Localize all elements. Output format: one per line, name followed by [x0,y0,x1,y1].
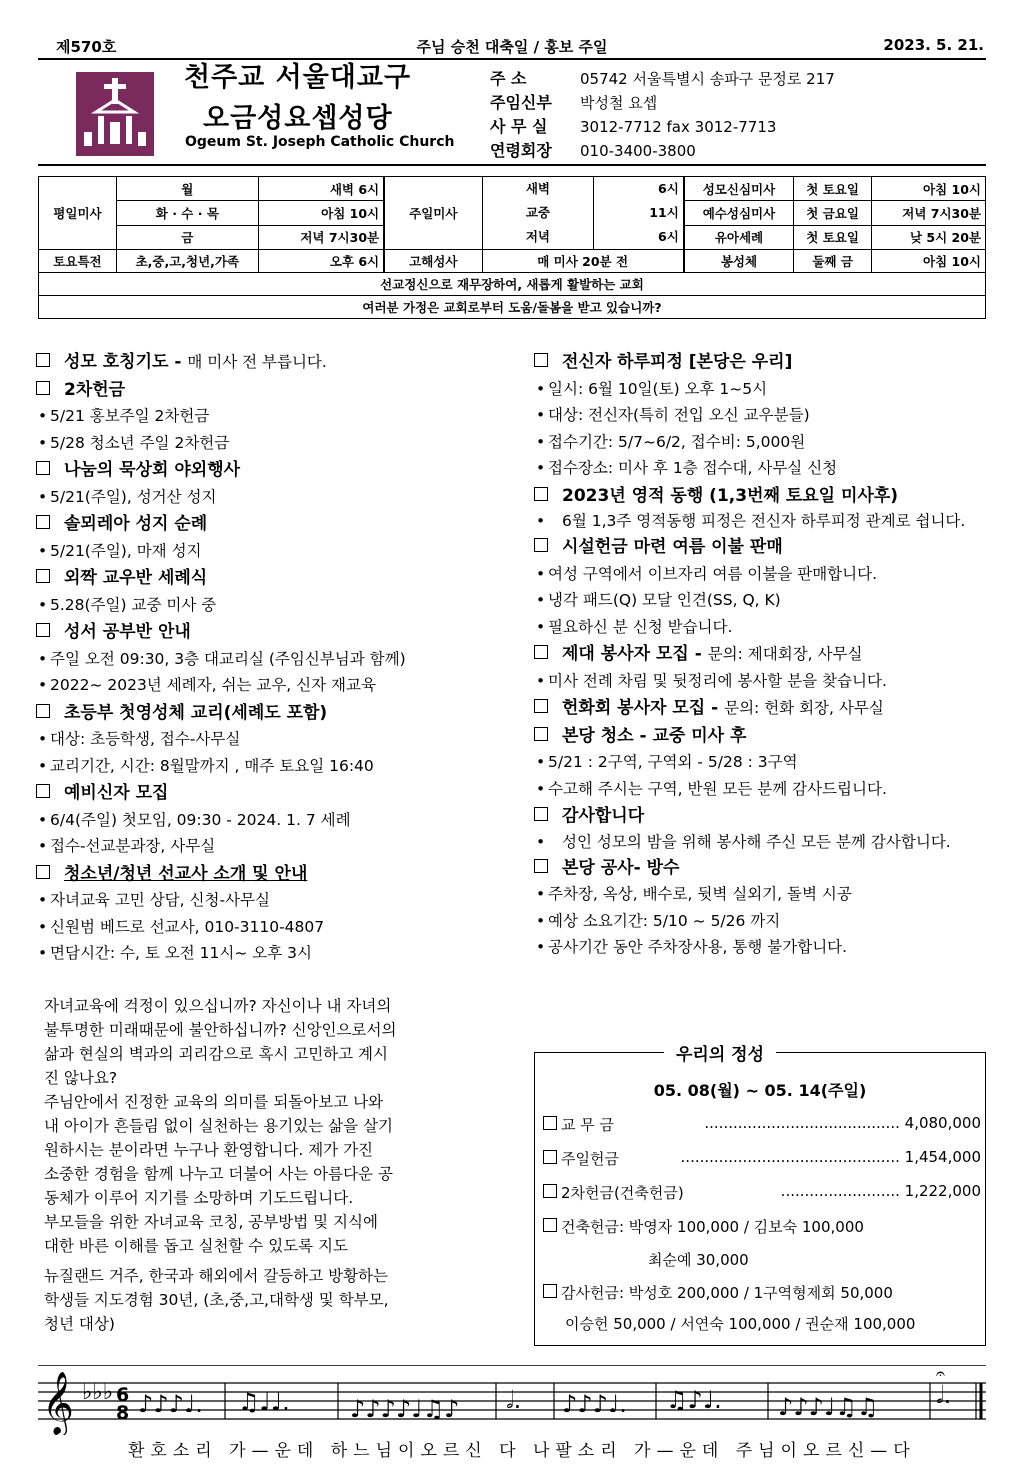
svg-text:6: 6 [116,1384,130,1406]
section-altar-servers: 제대 봉사자 모집 - 문의: 제대회장, 사무실 [534,641,990,668]
hymn-lyrics: 환호소리 가—운데 하느님이오르신 다 나팔소리 가—운데 주님이오르신—다 [128,1441,916,1461]
pastor-row: 주임신부 박성철 요셉 [490,93,658,112]
section-baptism: 외짝 교우반 세례식 [36,565,506,592]
motto-2: 여러분 가정은 교회로부터 도움/돌봄을 받고 있습니까? [39,296,986,319]
church-name-line2: 오금성요셉성당 [203,103,393,134]
svg-text:♪♪♪♩.: ♪♪♪♩. [138,1390,203,1418]
section-retreat: 전신자 하루피정 [본당은 우리] [534,349,990,376]
svg-text:𝅗𝅥.: 𝅗𝅥. [936,1381,952,1409]
thanks-offering: 감사헌금: 박성호 200,000 / 1구역형제회 50,000 [543,1282,981,1304]
section-2nd-collection: 2차헌금 [36,377,506,404]
section-flowers: 헌화회 봉사자 모집 - 문의: 헌화 회장, 사무실 [534,695,990,722]
top-bar [38,36,986,60]
funeral-row: 연령회장 010-3400-3800 [490,141,696,160]
thanks-offering-2: 이승헌 50,000 / 서연숙 100,000 / 권순재 100,000 [565,1315,916,1333]
section-rosary: 성모 호칭기도 - 매 미사 전 부릅니다. [36,349,506,376]
church-logo-icon [76,72,154,156]
offering-row: 주일헌금 .............................................. 1,454,000 [543,1148,981,1170]
svg-text:♪♪♪♩.: ♪♪♪♩. [562,1390,627,1418]
building-offering: 건축헌금: 박영자 100,000 / 김보숙 100,000 [543,1216,981,1238]
church-name-line1: 천주교 서울대교구 [184,62,412,93]
svg-text:8: 8 [116,1402,130,1424]
right-column: 전신자 하루피정 [본당은 우리] • 일시: 6월 10일(토) 오후 1~5시 • 대상: 전신자(특히 전입 오신 교우분들) • 접수기간: 5/7~6/2, 접수비: 5,000원 • 접수장소: 미사 후 1층 접수대, 사무실 신청 2023년 영적 동행 (1,3번째 토요일 미사후) • 6월 1,3주 영적동행 피정은 전신자 하루피정 관계로 쉽니다. 시설헌금 마련 여름 이불 판매 • 여성 구역에서 이브자리 여름 이불을 판매합니다. • 냉각 패드(Q) 모달 인견(SS, Q, K) • 필요하신 분 신청 받습니다. 제대 봉사자 모집 - 문의: 제대회장, 사무실 • 미사 전례 차림 및 뒷정리에 봉사할 분을 찾습니다. 헌화회 봉사자 모집 - 문의: 헌화 회장, 사무실 본당 청소 - 교중 미사 후 • 5/21 : 2구역, 구역외 - 5/28 : 3구역 • 수고해 주시는 구역, 반원 모든 분께 감사드립니다. 감사합니다 • 성인 성모의 밤을 위해 봉사해 주신 모든 분께 감사합니다. 본당 공사- 방수 • 주차장, 옥상, 배수로, 뒷벽 실외기, 돌벽 시공 • 예상 소요기간: 5/10 ~ 5/26 까지 • 공사기간 동안 주차장사용, 통행 불가합니다. [534,348,990,961]
offering-row: 교 무 금 ......................................... 4,080,000 [543,1114,981,1136]
left-column: 성모 호칭기도 - 매 미사 전 부릅니다. 2차헌금 • 5/21 홍보주일 2차헌금 • 5/28 청소년 주일 2차헌금 나눔의 묵상회 야외행사 • 5/21(주일), 성거산 성지 솔뫼레아 성지 순례 • 5/21(주일), 마재 성지 외짝 교우반 세례식 • 5.28(주일) 교중 미사 중 성서 공부반 안내 • 주일 오전 09:30, 3층 대교리실 (주임신부님과 함께) • 2022~ 2023년 세례자, 쉬는 교우, 신자 재교육 초등부 첫영성체 교리(세례도 포함) • 대상: 초등학생, 접수-사무실 • 교리기간, 시간: 8월말까지 , 매주 토요일 16:40 예비신자 모집 • 6/4(주일) 첫모임, 09:30 - 2024. 1. 7 세례 • 접수-선교분과장, 사무실 청소년/청년 선교사 소개 및 안내 • 자녀교육 고민 상담, 신청-사무실 • 신원범 베드로 선교사, 010-3110-4807 • 면담시간: 수, 토 오전 11시~ 오후 3시 [36,348,506,967]
svg-text:𝄐: 𝄐 [936,1365,945,1383]
svg-text:♫♪♩.: ♫♪♩. [666,1386,722,1414]
music-staff [38,1365,986,1435]
missionary-paragraph: 자녀교육에 걱정이 있으십니까? 자신이나 내 자녀의 불투명한 미래때문에 불안하십니까? 신앙인으로서의 삶과 현실의 벽과의 괴리감으로 혹시 고민하고 계시 진 않나요? 주님안에서 진정한 교육의 의미를 되돌아보고 나와 내 아이가 흔들림 없이 실천하는 용기있는 삶을 살기 원하시는 분이라면 누구나 환영합니다. 제가 가진 소중한 경험을 함께 나누고 더불어 사는 아름다운 공 동체가 이루어 지기를 소망하며 기도드립니다. 부모들을 위한 자녀교육 코칭, 공부방법 및 지식에 대한 바른 이해를 돕고 실천할 수 있도록 지도 뉴질랜드 거주, 한국과 해외에서 갈등하고 방황하는 학생들 지도경험 30년, (초,중,고,대학생 및 학부모, 청년 대상) [44,997,397,1333]
section-cleaning: 본당 청소 - 교중 미사 후 [534,723,990,750]
office-row: 사 무 실 3012-7712 fax 3012-7713 [490,117,777,136]
section-meditation: 나눔의 묵상회 야외행사 [36,457,506,484]
flat-icon: ♭♭♭ [82,1380,114,1405]
offering-week: 05. 08(월) ~ 05. 14(주일) [653,1081,867,1100]
section-first-communion: 초등부 첫영성체 교리(세례도 포함) [36,700,506,727]
issue-date: 2023. 5. 21. [883,36,984,54]
svg-text:𝅗𝅥.: 𝅗𝅥. [506,1386,522,1414]
section-pilgrimage: 솔뫼레아 성지 순례 [36,511,506,538]
section-thanks: 감사합니다 [534,803,990,830]
header-divider [38,164,986,166]
address-row: 주 소 05742 서울특별시 송파구 문정로 217 [490,69,835,88]
section-blanket-sale: 시설헌금 마련 여름 이불 판매 [534,534,990,561]
offering-row: 2차헌금(건축헌금) ......................... 1,222,000 [543,1182,981,1204]
issue-number: 제570호 [56,38,117,56]
svg-text:♪♪♪♩♫♫: ♪♪♪♩♫♫ [778,1393,879,1421]
svg-text:♪♪♪♪♩♫♪: ♪♪♪♪♩♫♪ [350,1395,460,1423]
mass-schedule-table: 평일미사 월 새벽 6시 주일미사 새벽 교중 저녁 6시 11시 6시 성모신심미사 첫 토요일 아침 10시 화 · 수 · 목 아침 10시 예수성심미사 첫 금요일 저녁 7시30분 금 저녁 7시30분 유아세례 첫 토요일 낮 5시 20분 토요특전 초,중,고,청년,가족 오후 6시 고해성사 매 미사 20분 전 봉성체 둘째 금 아침 10시 선교정신으로 재무장하여, 새롭게 활발하는 교회 여러분 가정은 교회로부터 도움/돌봄을 받고 있습니까? [38,176,986,319]
section-construction: 본당 공사- 방수 [534,855,990,882]
section-bible-study: 성서 공부반 안내 [36,619,506,646]
treble-clef-icon: 𝄞 [42,1371,74,1434]
svg-text:♫♩♩.: ♫♩♩. [238,1388,290,1416]
music-notes [138,1365,951,1423]
occasion-title: 주님 승천 대축일 / 홍보 주일 [416,38,608,56]
church-logo [76,72,154,156]
section-catechumen: 예비신자 모집 [36,780,506,807]
section-missionary: 청소년/청년 선교사 소개 및 안내 [36,861,506,888]
section-spiritual: 2023년 영적 동행 (1,3번째 토요일 미사후) [534,483,990,510]
building-offering-2: 최순예 30,000 [648,1251,749,1269]
offering-title: 우리의 정성 [664,1040,776,1065]
church-name-english: Ogeum St. Joseph Catholic Church [185,134,455,150]
motto-1: 선교정신으로 재무장하여, 새롭게 활발하는 교회 [39,273,986,296]
